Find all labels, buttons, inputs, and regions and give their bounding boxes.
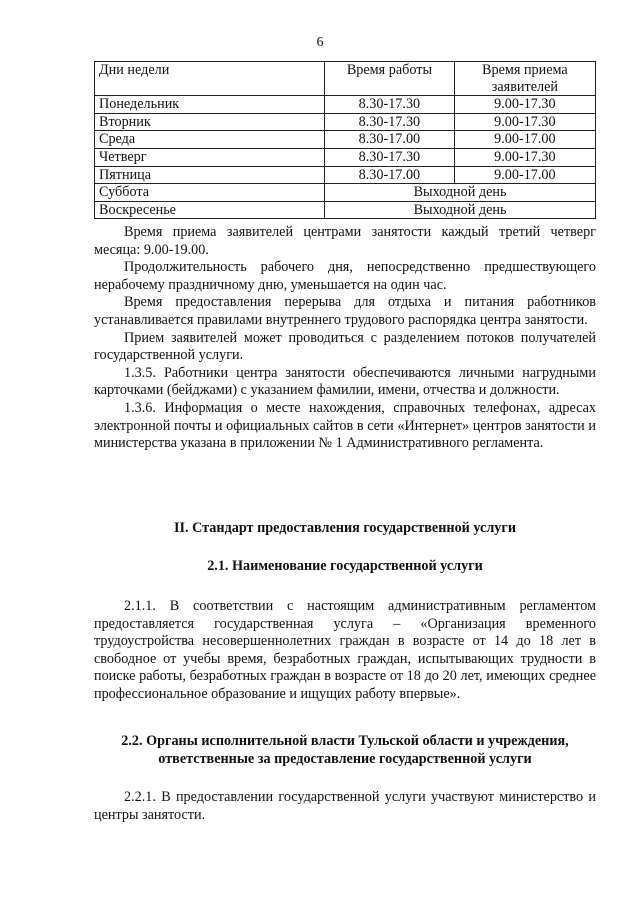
day-cell: Вторник: [95, 113, 325, 131]
day-cell: Среда: [95, 131, 325, 149]
table-row: [95, 166, 596, 184]
day-cell: Воскресенье: [95, 201, 325, 219]
table-header-row: [95, 62, 596, 96]
schedule-table: [94, 61, 596, 219]
day-cell: Понедельник: [95, 96, 325, 114]
reception-cell: 9.00-17.30: [454, 148, 595, 166]
table-row: [95, 96, 596, 114]
header-work-time: Время работы: [325, 62, 455, 96]
day-off-cell: Выходной день: [325, 184, 596, 202]
table-row: [95, 148, 596, 166]
paragraph: Продолжительность рабочего дня, непосредственно предшествующего нерабочему праздничному дню, уменьшается на один час.: [94, 259, 596, 293]
day-cell: Четверг: [95, 148, 325, 166]
day-off-cell: Выходной день: [325, 201, 596, 219]
section-2-1-1-text: [94, 598, 596, 704]
day-cell: Суббота: [95, 184, 325, 202]
paragraph: Прием заявителей может проводиться с разделением потоков получателей государственной услуги.: [94, 329, 596, 364]
table-row: [95, 113, 596, 131]
table-row: [95, 184, 596, 202]
reception-cell: 9.00-17.00: [454, 166, 595, 184]
table-row: [95, 201, 596, 219]
header-reception-time: Время приема заявителей: [454, 62, 595, 96]
header-days: Дни недели: [95, 62, 325, 96]
page-number: 6: [316, 35, 324, 50]
day-cell: Пятница: [95, 166, 325, 184]
section-2-2-1-text: [94, 789, 596, 824]
reception-cell: 9.00-17.00: [454, 131, 595, 149]
reception-cell: 9.00-17.30: [454, 113, 595, 131]
paragraph: Время предоставления перерыва для отдыха и питания работников устанавливается правилами внутреннего трудового распорядка центра занятости.: [94, 294, 596, 328]
work-cell: 8.30-17.30: [325, 96, 455, 114]
table-row: [95, 131, 596, 149]
section-2-heading: II. Стандарт предоставления государственной услуги: [173, 520, 517, 536]
paragraph: Время приема заявителей центрами занятости каждый третий четверг месяца: 9.00-19.00.: [94, 224, 596, 258]
section-2-1-heading: 2.1. Наименование государственной услуги: [207, 558, 483, 574]
section-2-2-heading-line2: ответственные за предоставление государственной услуги: [158, 751, 532, 767]
paragraph: 2.2.1. В предоставлении государственной услуги участвуют министерство и центры занятости.: [94, 789, 596, 823]
paragraph: 1.3.5. Работники центра занятости обеспечиваются личными нагрудными карточками (бейджами) с указанием фамилии, имени, отчества и должности.: [94, 364, 596, 399]
work-cell: 8.30-17.00: [325, 166, 455, 184]
paragraph: 2.1.1. В соответствии с настоящим административным регламентом предоставляется государственная услуга – «Организация временного трудоустройства несовершеннолетних граждан в возрасте от 14 до 18 лет в свободное от учебы время, безработных граждан, испытывающих трудности в поиске работы, безработных граждан в возрасте от 18 до 20 лет, имеющих среднее профессиональное образование и ищущих работу впервые».: [94, 598, 596, 702]
work-cell: 8.30-17.00: [325, 131, 455, 149]
work-cell: 8.30-17.30: [325, 113, 455, 131]
reception-cell: 9.00-17.30: [454, 96, 595, 114]
work-cell: 8.30-17.30: [325, 148, 455, 166]
paragraph: 1.3.6. Информация о месте нахождения, справочных телефонах, адресах электронной почты и официальных сайтов в сети «Интернет» центров занятости и министерства указана в приложении № 1 Административного регламента.: [94, 399, 596, 452]
section-1-3-text: [94, 224, 596, 453]
section-2-2-heading-line1: 2.2. Органы исполнительной власти Тульской области и учреждения,: [121, 733, 569, 749]
